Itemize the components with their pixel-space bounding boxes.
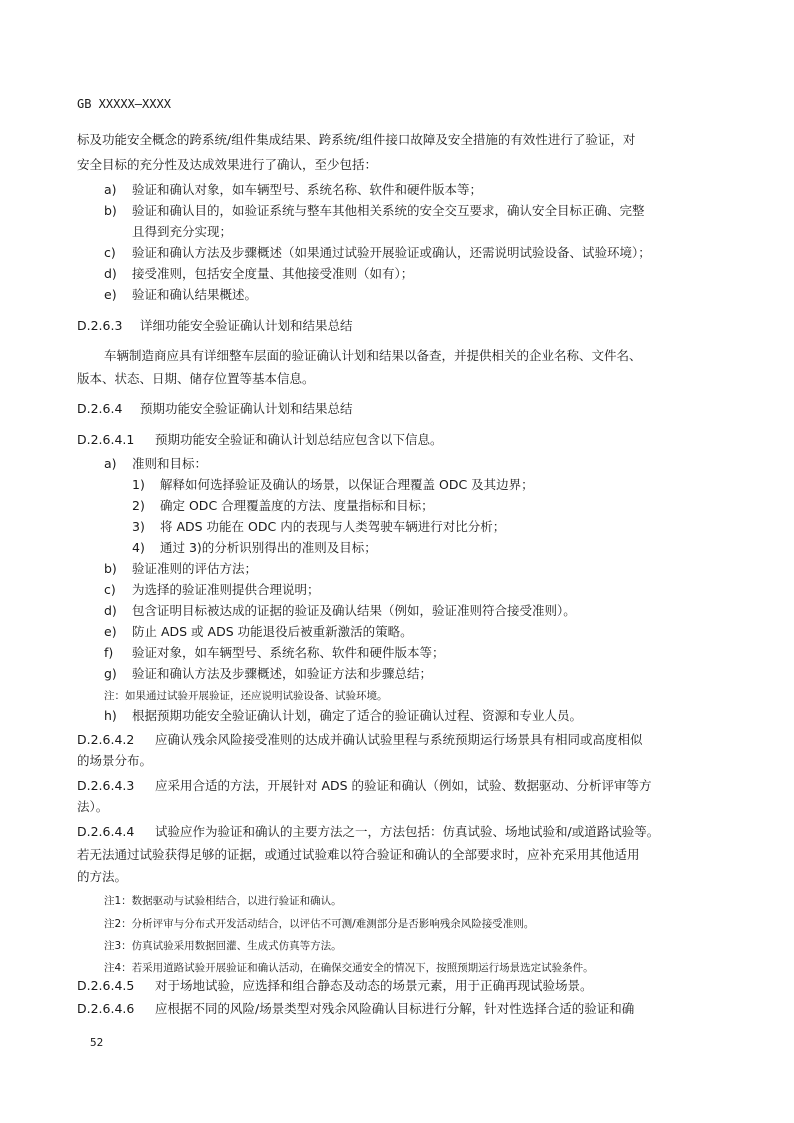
list-marker: b) — [104, 561, 117, 576]
list-item-text: 准则和目标： — [132, 456, 208, 471]
clause-text: 应根据不同的风险/场景类型对残余风险确认目标进行分解，针对性选择合适的验证和确 — [155, 1001, 635, 1016]
list-item-text: 为选择的验证准则提供合理说明； — [132, 582, 320, 597]
sublist-marker: 4) — [132, 540, 145, 555]
list-item-text: 根据预期功能安全验证确认计划，确定了适合的验证确认过程、资源和专业人员。 — [132, 708, 583, 723]
list-item-text: 验证和确认方法及步骤概述，如验证方法和步骤总结； — [132, 666, 433, 681]
clause-text: 应采用合适的方法，开展针对 ADS 的验证和确认（例如，试验、数据驱动、分析评审等方 — [155, 778, 652, 793]
list-marker: f) — [104, 645, 114, 660]
note: 注2：分析评审与分布式开发活动结合，以评估不可测/难测部分是否影响残余风险接受准则。 — [104, 918, 535, 930]
document-code-header: GB XXXXX—XXXX — [77, 97, 171, 111]
sublist-item-text: 通过 3)的分析识别得出的准则及目标； — [160, 540, 377, 555]
clause-number: D.2.6.4.5 — [77, 978, 135, 993]
list-item-text: 包含证明目标被达成的证据的验证及确认结果（例如，验证准则符合接受准则）。 — [132, 603, 576, 618]
list-marker: a) — [104, 182, 117, 197]
page-number: 52 — [90, 1036, 104, 1049]
sublist-item-text: 确定 ODC 合理覆盖度的方法、度量指标和目标； — [160, 498, 434, 513]
list-marker: e) — [104, 624, 117, 639]
clause-number: D.2.6.4.6 — [77, 1001, 135, 1016]
list-marker: e) — [104, 287, 117, 302]
clause-number: D.2.6.4.3 — [77, 778, 135, 793]
note: 注4：若采用道路试验开展验证和确认活动，在确保交通安全的情况下，按照预期运行场景选定试验条件。 — [104, 962, 594, 974]
clause-text: 预期功能安全验证和确认计划总结应包含以下信息。 — [155, 432, 443, 447]
section-number: D.2.6.3 — [77, 318, 123, 333]
section-number: D.2.6.4 — [77, 401, 123, 416]
list-item-text: 防止 ADS 或 ADS 功能退役后被重新激活的策略。 — [132, 624, 413, 639]
clause-text: 对于场地试验，应选择和组合静态及动态的场景元素，用于正确再现试验场景。 — [155, 978, 593, 993]
section-heading: 详细功能安全验证确认计划和结果总结 — [140, 318, 353, 333]
list-item-text: 验证对象，如车辆型号、系统名称、软件和硬件版本等； — [132, 645, 445, 660]
paragraph-line: 车辆制造商应具有详细整车层面的验证确认计划和结果以备查，并提供相关的企业名称、文件名、 — [104, 348, 642, 363]
clause-text-continuation: 的场景分布。 — [77, 753, 153, 768]
section-heading: 预期功能安全验证确认计划和结果总结 — [140, 401, 353, 416]
list-item-text: 验证和确认结果概述。 — [132, 287, 258, 302]
clause-text: 应确认残余风险接受准则的达成并确认试验里程与系统预期运行场景具有相同或高度相似 — [155, 732, 643, 747]
note: 注：如果通过试验开展验证，还应说明试验设备、试验环境。 — [104, 690, 388, 702]
sublist-item-text: 将 ADS 功能在 ODC 内的表现与人类驾驶车辆进行对比分析； — [160, 519, 506, 534]
paragraph-line: 版本、状态、日期、储存位置等基本信息。 — [77, 371, 315, 386]
note: 注1：数据驱动与试验相结合，以进行验证和确认。 — [104, 895, 342, 907]
sublist-marker: 1) — [132, 477, 145, 492]
sublist-marker: 2) — [132, 498, 145, 513]
list-marker: a) — [104, 456, 117, 471]
list-marker: d) — [104, 266, 117, 281]
paragraph-line: 安全目标的充分性及达成效果进行了确认，至少包括： — [77, 157, 378, 172]
list-item-text: 验证和确认对象，如车辆型号、系统名称、软件和硬件版本等； — [132, 182, 483, 197]
clause-number: D.2.6.4.1 — [77, 432, 135, 447]
note: 注3：仿真试验采用数据回灌、生成式仿真等方法。 — [104, 940, 342, 952]
clause-text-continuation: 法）。 — [77, 799, 109, 814]
list-item-text: 验证和确认目的，如验证系统与整车其他相关系统的安全交互要求，确认安全目标正确、完整 — [132, 203, 645, 218]
list-marker: d) — [104, 603, 117, 618]
clause-number: D.2.6.4.2 — [77, 732, 135, 747]
list-marker: b) — [104, 203, 117, 218]
list-item-text: 验证和确认方法及步骤概述（如果通过试验开展验证或确认，还需说明试验设备、试验环境）； — [132, 245, 651, 260]
sublist-item-text: 解释如何选择验证及确认的场景，以保证合理覆盖 ODC 及其边界； — [160, 477, 534, 492]
list-item-text: 接受准则，包括安全度量、其他接受准则（如有）； — [132, 266, 414, 281]
list-marker: c) — [104, 582, 116, 597]
clause-number: D.2.6.4.4 — [77, 824, 135, 839]
clause-text-continuation: 的方法。 — [77, 869, 128, 884]
list-marker: g) — [104, 666, 117, 681]
paragraph-line: 标及功能安全概念的跨系统/组件集成结果、跨系统/组件接口故障及安全措施的有效性进行了验证，对 — [77, 132, 636, 147]
list-item-continuation: 且得到充分实现； — [132, 224, 233, 239]
list-marker: h) — [104, 708, 117, 723]
list-marker: c) — [104, 245, 116, 260]
clause-text-continuation: 若无法通过试验获得足够的证据，或通过试验难以符合验证和确认的全部要求时，应补充采用其他适用 — [77, 847, 640, 862]
clause-text: 试验应作为验证和确认的主要方法之一，方法包括：仿真试验、场地试验和/或道路试验等。 — [155, 824, 660, 839]
sublist-marker: 3) — [132, 519, 145, 534]
list-item-text: 验证准则的评估方法； — [132, 561, 258, 576]
